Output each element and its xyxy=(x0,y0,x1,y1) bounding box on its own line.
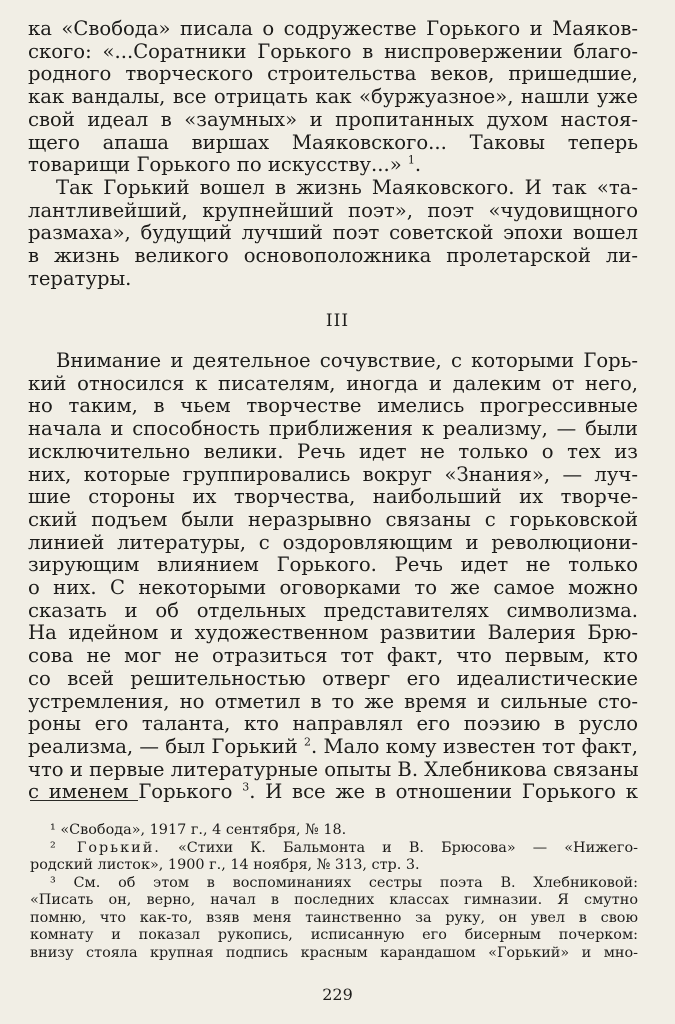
text-line: Внимание и деятельное сочувствие, с которыми Горь- xyxy=(56,349,638,372)
text-fragment: . И все же в отношении Горького к xyxy=(249,780,638,804)
text-line: кий относился к писателям, иногда и далеким от него, xyxy=(28,371,638,395)
section-number: III xyxy=(325,311,350,331)
text-line: линией литературы, с оздоровляющим и революциони- xyxy=(28,530,638,554)
text-line xyxy=(28,154,638,177)
footnote-ref: 3 xyxy=(242,780,250,794)
text-fragment: товарищи Горького по искусству...» xyxy=(28,153,408,177)
text-line: как вандалы, все отрицать как «буржуазное», нашли уже xyxy=(28,85,638,109)
text-line: что и первые литературные опыты В. Хлебникова связаны xyxy=(28,757,639,781)
text-line: исключительно велики. Речь идет не только о тех из xyxy=(28,439,638,463)
text-line: На идейном и художественном развитии Валерия Брю- xyxy=(28,621,638,645)
footnote-ref: 2 xyxy=(304,735,311,749)
text-fragment: реализма, — был Горький xyxy=(28,734,304,758)
footnote-3-cont: помню, что как-то, взяв меня таинственно за руку, он увел в свою xyxy=(30,909,638,926)
section-text xyxy=(28,350,638,804)
main-text xyxy=(28,18,638,290)
footnote-2-cont: родский листок», 1900 г., 14 ноября, № 313, стр. 3. xyxy=(30,857,420,873)
text-line: размаха», будущий лучший поэт советской эпохи вошел xyxy=(28,221,638,245)
footnote-2 xyxy=(30,840,638,858)
text-line xyxy=(28,736,638,759)
text-line: со всей решительностью отверг его идеалистические xyxy=(28,666,638,690)
text-line: них, которые группировались вокруг «Знания», — луч- xyxy=(28,462,638,486)
footnote-3-cont: внизу стояла крупная подпись красным карандашом «Горький» и мно- xyxy=(30,944,638,961)
text-fragment: . xyxy=(414,153,422,177)
text-line: тературы. xyxy=(28,266,132,290)
text-line: зирующим влиянием Горького. Речь идет не только xyxy=(28,553,638,577)
text-line: ского: «...Соратники Горького в ниспровержении благо- xyxy=(28,39,638,63)
text-line: лантливейший, крупнейший поэт», поэт «чудовищного xyxy=(28,198,638,222)
footnote-ref: 1 xyxy=(407,153,415,167)
text-line: ка «Свобода» писала о содружестве Горького и Маяков- xyxy=(28,17,638,40)
footnote-3-cont: «Писать он, верно, начал в последних классах гимназии. Я смутно xyxy=(30,892,638,908)
text-line: щего апаша виршах Маяковского... Таковы теперь xyxy=(28,130,638,154)
footnote-1: ¹ «Свобода», 1917 г., 4 сентября, № 18. xyxy=(50,822,347,838)
text-fragment: «Стихи К. Бальмонта и В. Брюсова» — «Нижего- xyxy=(160,839,638,856)
text-line: шие стороны их творчества, наибольший их творче- xyxy=(28,485,638,509)
footnote-divider xyxy=(30,800,138,801)
footnotes xyxy=(30,822,638,962)
text-line: Так Горький вошел в жизнь Маяковского. И так «та- xyxy=(56,175,638,199)
text-fragment: с именем Горького xyxy=(28,780,243,804)
text-line: свой идеал в «заумных» и пропитанных духом настоя- xyxy=(28,107,638,131)
page-number: 229 xyxy=(322,985,353,1004)
text-line: роны его таланта, кто направлял его поэзию в русло xyxy=(28,712,638,736)
text-line: ский подъем были неразрывно связаны с горьковской xyxy=(28,507,638,531)
text-line: в жизнь великого основоположника пролетарской ли- xyxy=(28,244,638,268)
text-line: начала и способность приближения к реализму, — были xyxy=(28,417,638,441)
footnote-3-cont: комнату и показал рукопись, исписанную его бисерным почерком: xyxy=(30,927,638,943)
text-line: но таким, в чьем творчестве имелись прогрессивные xyxy=(28,394,638,418)
footnote-author: ² Горький. xyxy=(50,839,161,856)
text-line: устремления, но отметил в то же время и сильные сто- xyxy=(28,689,638,713)
text-fragment: . Мало кому известен тот факт, xyxy=(311,734,638,758)
text-line: сова не мог не отразиться тот факт, что первым, кто xyxy=(28,644,638,668)
text-line: о них. С некоторыми оговорками то же самое можно xyxy=(28,576,638,600)
text-line: сказать и об отдельных представителях символизма. xyxy=(28,598,638,622)
footnote-3: ³ См. об этом в воспоминаниях сестры поэта В. Хлебниковой: xyxy=(50,874,638,891)
text-line: родного творческого строительства веков, пришедшие, xyxy=(28,62,638,86)
